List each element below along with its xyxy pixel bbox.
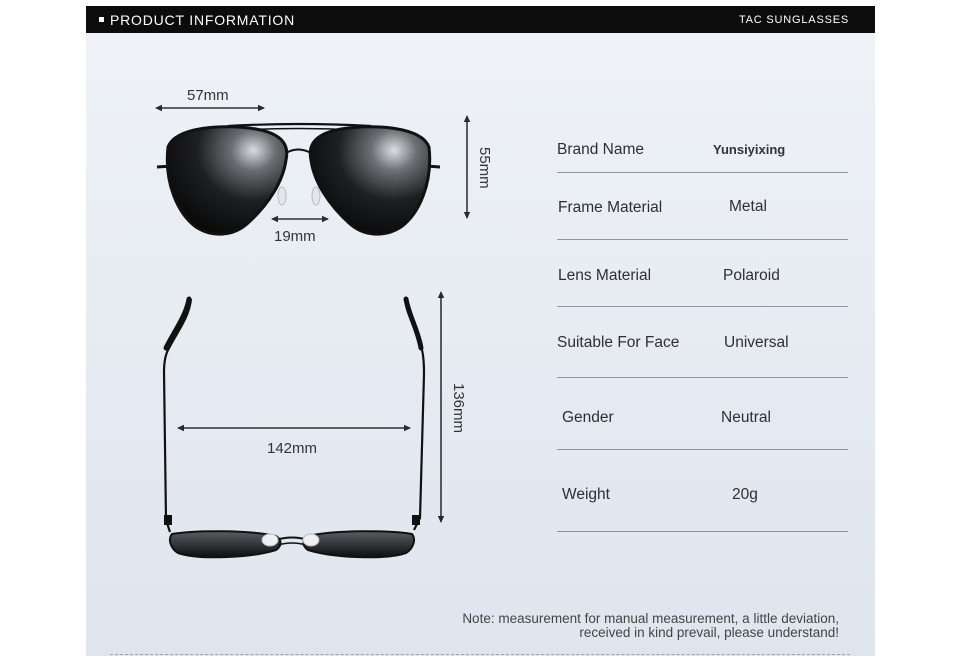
spec-divider [557, 531, 848, 532]
header-title-text: PRODUCT INFORMATION [110, 12, 296, 28]
spec-label-gender: Gender [562, 409, 614, 426]
spec-value-brand: Yunsiyixing [713, 142, 786, 157]
spec-divider [557, 172, 848, 173]
spec-label-brand: Brand Name [557, 141, 645, 158]
nose-pad-left [278, 187, 286, 205]
left-lens [167, 127, 286, 234]
front-view-glasses [157, 124, 440, 234]
spec-divider [557, 377, 848, 378]
footer-dashed-divider [110, 654, 850, 655]
spec-value-gender: Neutral [721, 409, 771, 426]
spec-value-weight: 20g [732, 486, 758, 503]
lens-height-label: 55mm [476, 147, 493, 189]
top-right-lens [304, 531, 415, 557]
note-line-1: Note: measurement for manual measurement, a little deviation, [462, 611, 839, 626]
right-lens [310, 127, 429, 234]
nose-pad-right [312, 187, 320, 205]
spec-label-face: Suitable For Face [557, 334, 680, 351]
spec-value-face: Universal [724, 334, 789, 351]
frame-width-label: 142mm [267, 440, 318, 457]
temple-length-label: 136mm [450, 383, 467, 434]
lens-width-label: 57mm [187, 87, 229, 104]
note-line-2: received in kind prevail, please understand! [579, 625, 839, 640]
spec-value-lens-material: Polaroid [723, 267, 780, 284]
spec-divider [557, 449, 848, 450]
header-tag: TAC SUNGLASSES [738, 14, 849, 26]
spec-divider [557, 239, 848, 240]
bridge-width-label: 19mm [274, 228, 316, 245]
spec-divider [557, 306, 848, 307]
spec-label-lens-material: Lens Material [558, 267, 652, 284]
spec-label-frame-material: Frame Material [558, 199, 663, 216]
spec-label-weight: Weight [562, 486, 610, 503]
spec-value-frame-material: Metal [729, 198, 767, 215]
